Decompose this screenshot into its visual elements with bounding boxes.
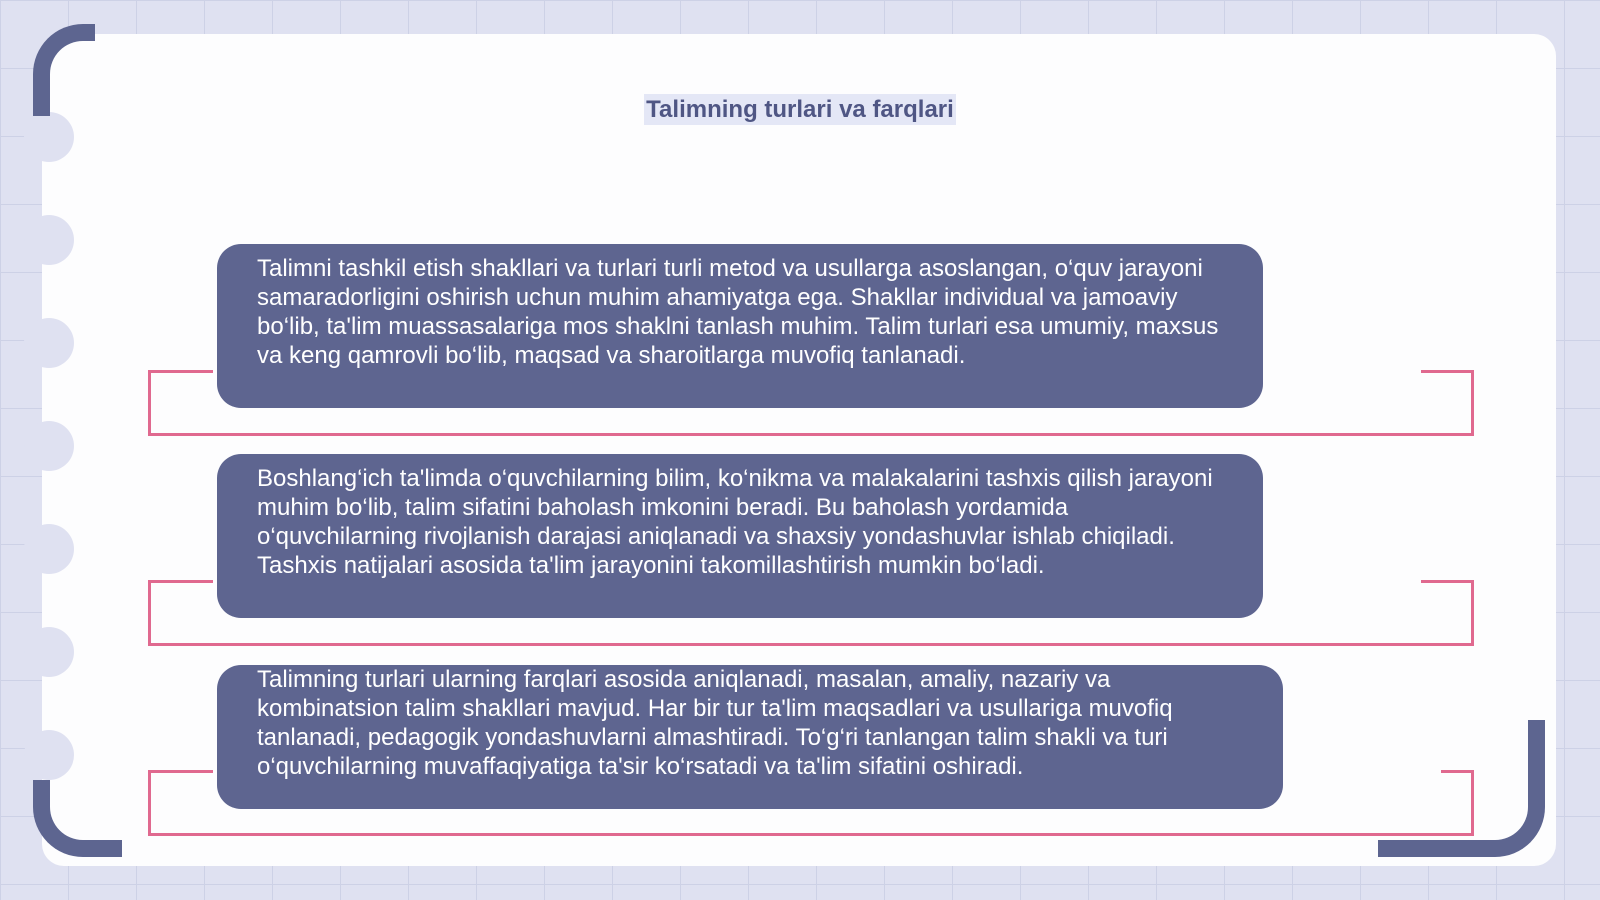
text-card-3 [217, 665, 1283, 809]
slide-title-text: Talimning turlari va farqlari [646, 96, 954, 123]
text-card-2-body: Boshlang‘ich ta'limda o‘quvchilarning bilim, ko‘nikma va malakalarini tashxis qilish jarayoni muhim bo‘lib, talim sifatini baholash imkonini beradi. Bu baholash yordamida o‘quvchilarning rivojlanish darajasi aniqlanadi va shaxsiy yondashuvlar ishlab chiqiladi. Tashxis natijalari asosida ta'lim jarayonini takomillashtirish mumkin bo‘ladi. [257, 465, 1213, 579]
slide-title [0, 96, 1600, 124]
paper-notch [24, 318, 74, 368]
text-card-1-body: Talimni tashkil etish shakllari va turlari turli metod va usullarga asoslangan, o‘quv jarayoni samaradorligini oshirish uchun muhim ahamiyatga ega. Shakllar individual va jamoaviy bo‘lib, ta'lim muassasalariga mos shaklni tanlash muhim. Talim turlari esa umumiy, maxsus va keng qamrovli bo‘lib, maqsad va sharoitlarga muvofiq tanlanadi. [257, 255, 1219, 369]
text-card-3-body: Talimning turlari ularning farqlari asosida aniqlanadi, masalan, amaliy, nazariy va kombinatsion talim shakllari mavjud. Har bir tur ta'lim maqsadlari va usullariga muvofiq tanlanadi, pedagogik yondashuvlarni almashtiradi. To‘g‘ri tanlangan talim shakli va turi o‘quvchilarning muvaffaqiyatiga ta'sir ko‘rsatadi va ta'lim sifatini oshiradi. [257, 666, 1173, 780]
paper-notch [24, 421, 74, 471]
text-card-1 [217, 244, 1263, 408]
paper-notch [24, 215, 74, 265]
text-card-2 [217, 454, 1263, 618]
paper-notch [24, 524, 74, 574]
paper-notch [24, 627, 74, 677]
paper-notch [24, 730, 74, 780]
